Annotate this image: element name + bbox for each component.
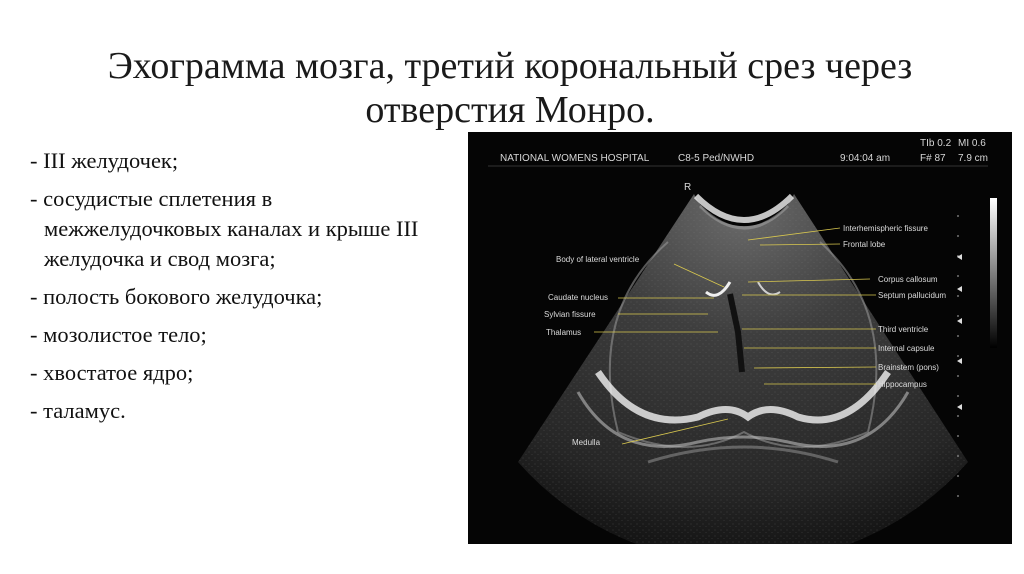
bullet-item: - сосудистые сплетения в межжелудочковых каналах и крыше III желудочка и свод мозга; (30, 186, 419, 271)
grayscale-bar (990, 198, 997, 348)
title-line-2: отверстия Монро. (365, 89, 655, 131)
probe-mark: R (684, 182, 692, 193)
tib-text: TIb 0.2 (920, 138, 952, 149)
label-thalamus: Thalamus (546, 328, 582, 337)
label-sylvian-fissure: Sylvian fissure (544, 310, 596, 319)
label-septum-pallucidum: Septum pallucidum (878, 291, 947, 300)
ultrasound-image (468, 132, 1012, 544)
frame-text: F# 87 (920, 153, 946, 164)
bullet-item: - таламус. (30, 398, 126, 423)
ultrasound-svg (468, 132, 1012, 544)
time-text: 9:04:04 am (840, 153, 891, 164)
slide-title (60, 44, 960, 132)
label-caudate-nucleus: Caudate nucleus (548, 293, 609, 302)
bullet-item: - хвостатое ядро; (30, 360, 194, 385)
depth-text: 7.9 cm (958, 153, 989, 164)
mi-text: MI 0.6 (958, 138, 986, 149)
label-internal-capsule: Internal capsule (878, 344, 935, 353)
label-third-ventricle: Third ventricle (878, 325, 929, 334)
hospital-text: NATIONAL WOMENS HOSPITAL (500, 153, 650, 164)
label-medulla: Medulla (572, 438, 601, 447)
label-hippocampus: Hippocampus (878, 380, 927, 389)
probe-text: C8-5 Ped/NWHD (678, 153, 755, 164)
bullet-item: - III желудочек; (30, 148, 179, 173)
label-interhemispheric-fissure: Interhemispheric fissure (843, 224, 928, 233)
focus-markers (957, 254, 962, 410)
title-line-1: Эхограмма мозга, третий корональный срез через (107, 45, 913, 87)
label-corpus-callosum: Corpus callosum (878, 275, 938, 284)
bullet-list (30, 146, 430, 434)
label-body-lateral-ventricle: Body of lateral ventricle (556, 255, 640, 264)
label-frontal-lobe: Frontal lobe (843, 240, 886, 249)
bullet-item: - полость бокового желудочка; (30, 284, 323, 309)
label-brainstem: Brainstem (pons) (878, 363, 939, 372)
bullet-item: - мозолистое тело; (30, 322, 207, 347)
